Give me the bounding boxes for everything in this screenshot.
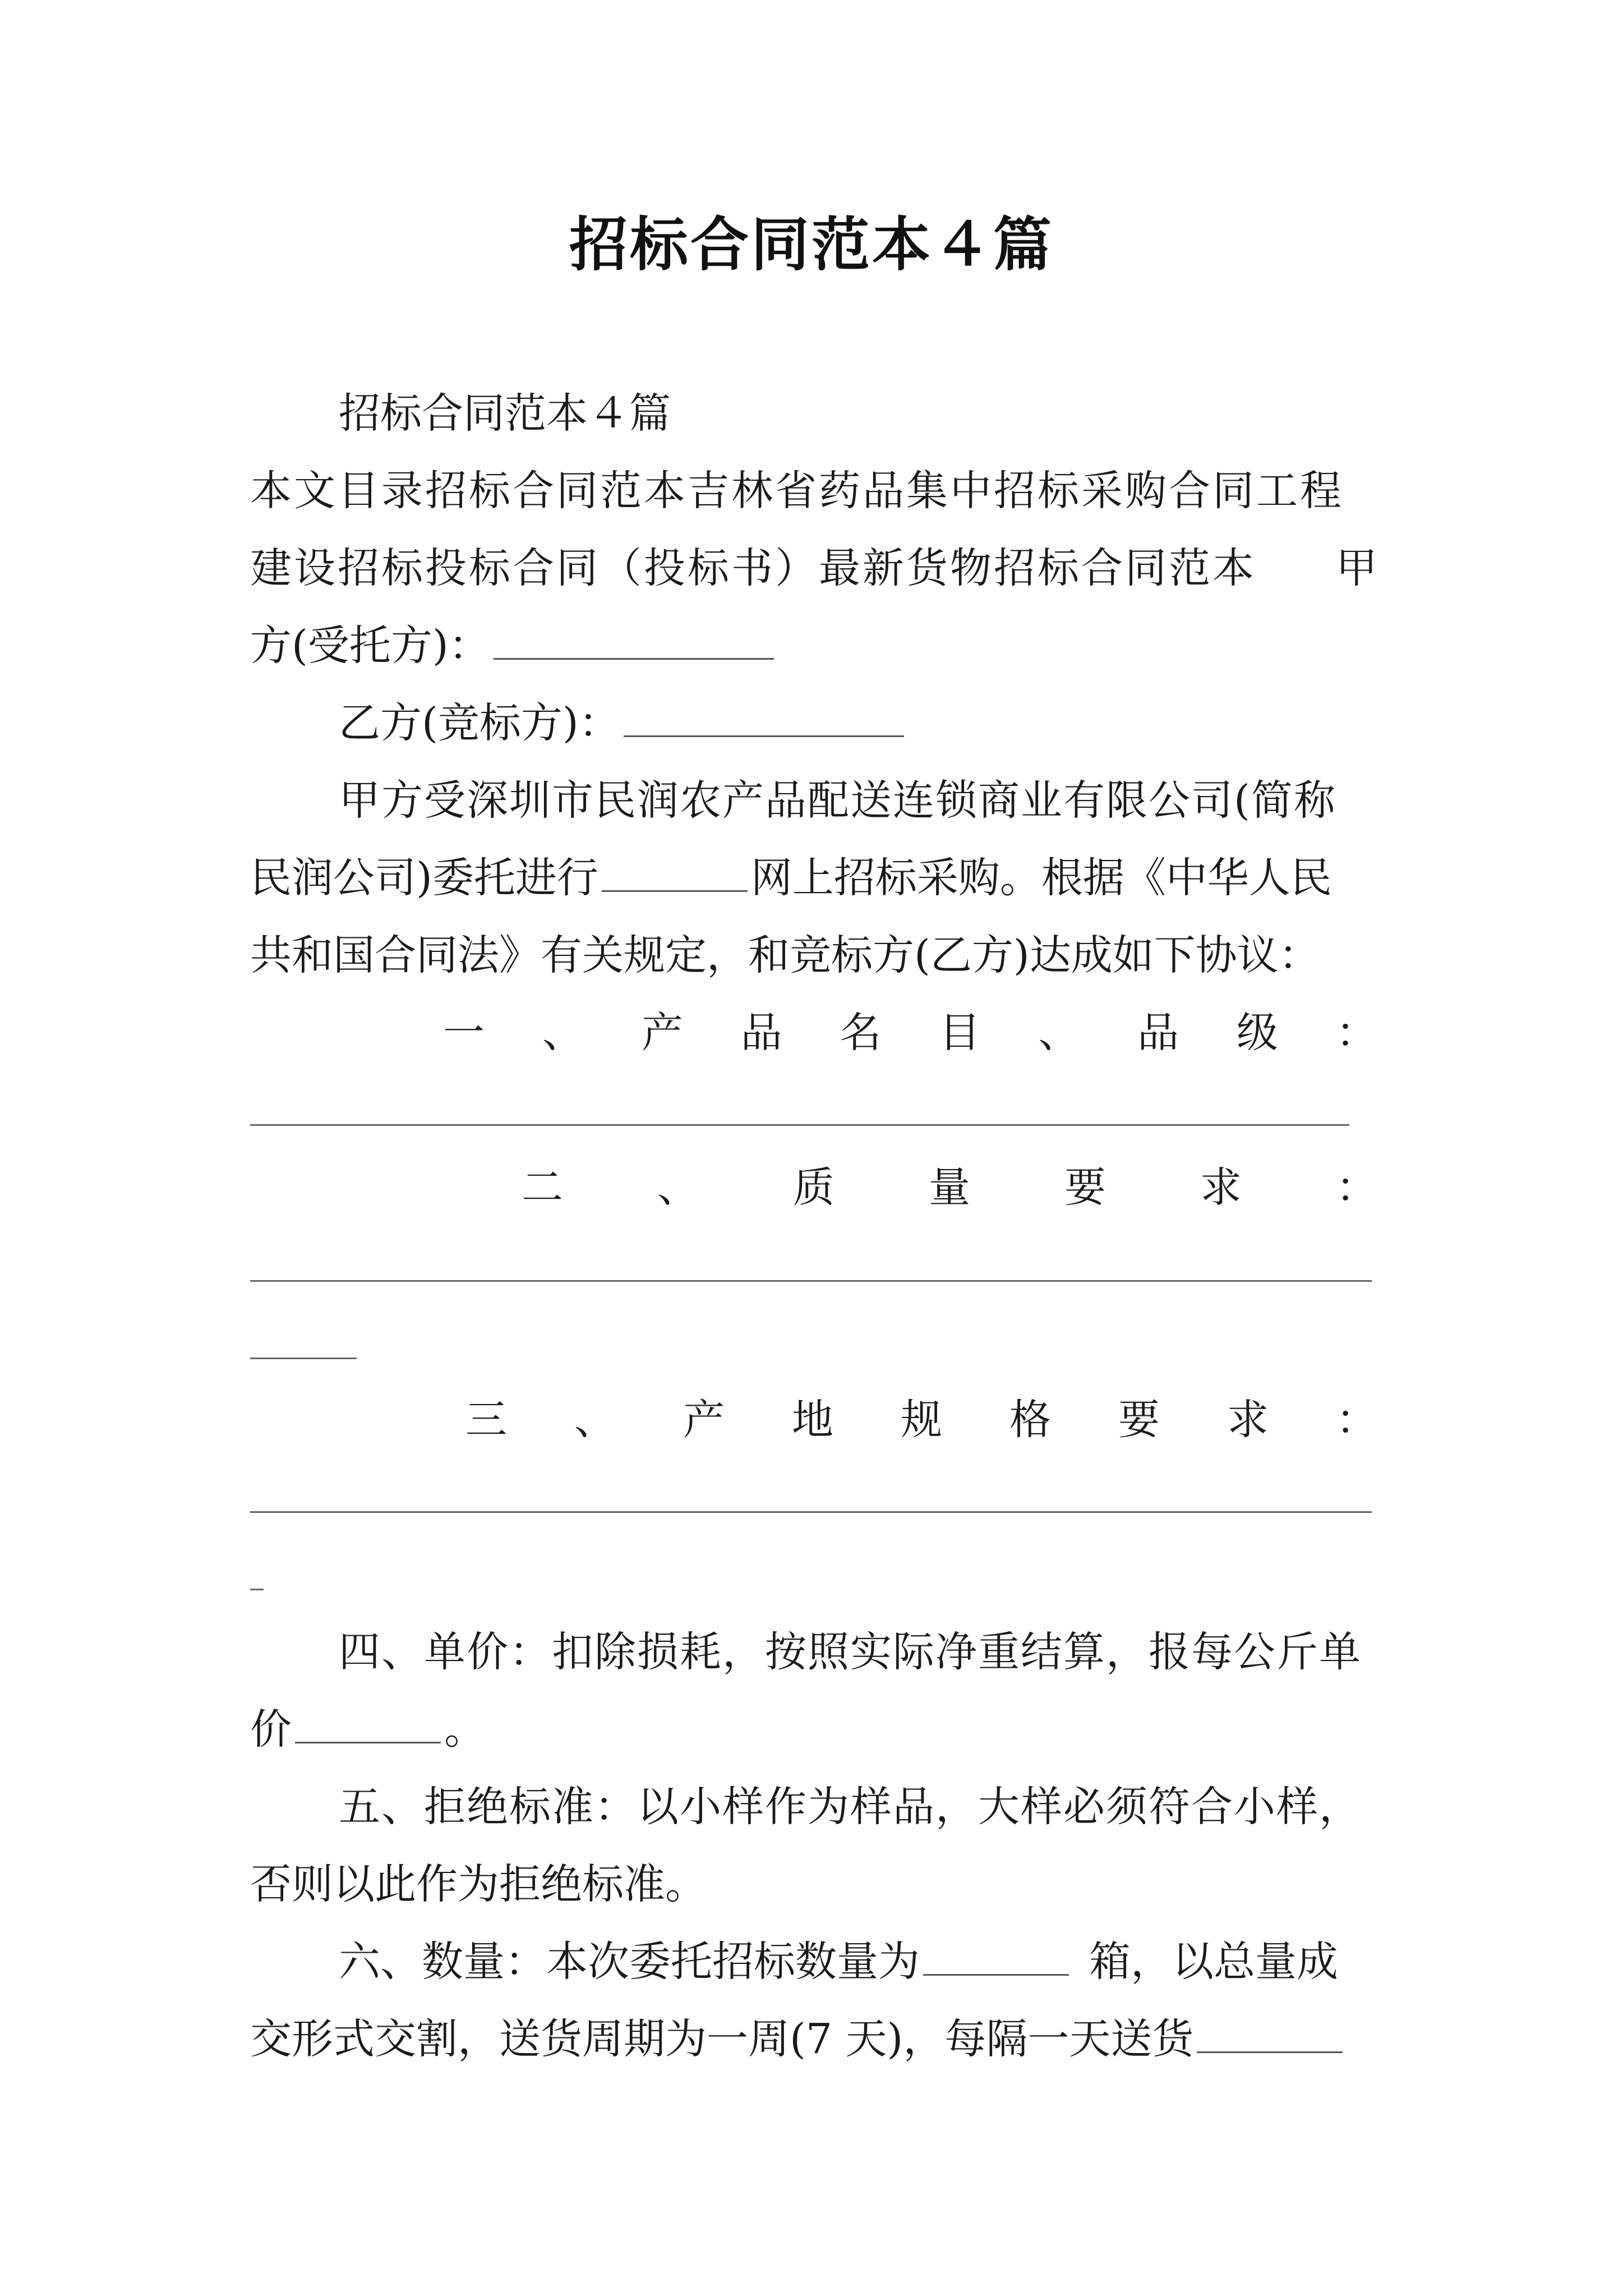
heading-char: 名: [840, 1009, 882, 1057]
paragraph-text: 民润公司)委托进行: [250, 854, 598, 902]
heading-char: 品: [740, 1009, 782, 1057]
unit-price-blank: [295, 1738, 441, 1743]
heading-char: ：: [1335, 1009, 1377, 1057]
heading-char: 规: [901, 1396, 942, 1444]
heading-char: 产: [641, 1009, 683, 1057]
clause-text: 否则以此作为拒绝标准。: [250, 1860, 707, 1908]
clause-text: 六、数量：本次委托招标数量为: [339, 1938, 920, 1986]
clause-text: 价: [250, 1705, 292, 1754]
heading-char: 量: [929, 1163, 970, 1212]
heading-char: 产: [683, 1396, 725, 1444]
heading-char: 要: [1118, 1396, 1160, 1444]
clause-text: 箱，以总量成: [1089, 1938, 1338, 1986]
answer-rule: [250, 1280, 1372, 1282]
paragraph-text: 网上招标采购。根据《中华人民: [750, 854, 1332, 902]
paragraph-text: 甲方受深圳市民润农产品配送连锁商业有限公司(简称: [339, 776, 1336, 825]
clause-text: 。: [444, 1705, 486, 1754]
clause-4-line: [339, 1616, 1377, 1688]
answer-rule: [250, 1124, 1349, 1126]
heading-char: 质: [793, 1163, 834, 1212]
subtitle-line: 招标合同范本４篇: [339, 389, 671, 438]
answer-rule: [250, 1358, 357, 1359]
paragraph-line: [250, 841, 1377, 914]
party-a-line: [250, 609, 1377, 682]
clause-4-line-2: [250, 1693, 1377, 1766]
paragraph-text: 共和国合同法》有关规定，和竞标方(乙方)达成如下协议：: [250, 931, 1320, 979]
heading-char: 、: [1038, 1009, 1080, 1057]
clause-text: 交形式交割，送货周期为一周(7 天)，每隔一天送货: [250, 2015, 1194, 2063]
party-a-prefix: 甲: [1336, 544, 1377, 592]
party-a-blank: [494, 655, 774, 660]
heading-char: 、: [657, 1163, 699, 1212]
heading-char: 、: [542, 1009, 584, 1057]
heading-char: 求: [1200, 1163, 1242, 1212]
party-b-label: 乙方(竞标方)：: [339, 699, 620, 747]
heading-char: 要: [1064, 1163, 1106, 1212]
clause-5-line: [339, 1770, 1377, 1843]
heading-char: 三: [465, 1396, 507, 1444]
party-b-line: [339, 687, 1377, 760]
clause-text: 四、单价：扣除损耗，按照实际净重结算，报每公斤单: [339, 1628, 1362, 1676]
party-a-label: 方(受托方)：: [250, 622, 490, 670]
heading-char: 求: [1227, 1396, 1269, 1444]
party-b-blank: [624, 732, 904, 737]
toc-line-1: [250, 454, 1377, 527]
section-heading-3: [465, 1383, 1377, 1456]
heading-char: 目: [939, 1009, 981, 1057]
heading-char: 地: [792, 1396, 833, 1444]
heading-char: ：: [1336, 1396, 1377, 1444]
toc-line-2: [250, 532, 1377, 605]
toc-text: 本文目录招标合同范本吉林省药品集中招标采购合同工程: [250, 467, 1344, 515]
toc-text-2: 建设招标投标合同（投标书）最新货物招标合同范本: [250, 544, 1256, 592]
quantity-blank: [923, 1971, 1069, 1976]
heading-char: 格: [1009, 1396, 1051, 1444]
heading-char: ：: [1336, 1163, 1377, 1212]
clause-6-line-2: [250, 2003, 1377, 2076]
section-heading-2: [522, 1151, 1377, 1224]
answer-rule: [250, 1511, 1372, 1513]
clause-text: 五、拒绝标准：以小样作为样品，大样必须符合小样，: [339, 1783, 1362, 1831]
item-blank: [602, 887, 748, 892]
heading-char: 级: [1237, 1009, 1278, 1057]
clause-5-line-2: [250, 1848, 1377, 1921]
heading-char: 、: [574, 1396, 616, 1444]
section-heading-1: [443, 996, 1377, 1069]
answer-rule: [250, 1589, 264, 1590]
delivery-blank: [1197, 2048, 1343, 2053]
paragraph-line: [339, 764, 1377, 837]
paragraph-line: [250, 919, 1377, 992]
clause-6-line: [339, 1925, 1377, 1998]
heading-char: 一: [443, 1009, 485, 1057]
document-title: 招标合同范本４篇: [569, 210, 1054, 279]
heading-char: 二: [522, 1163, 563, 1212]
heading-char: 品: [1137, 1009, 1179, 1057]
